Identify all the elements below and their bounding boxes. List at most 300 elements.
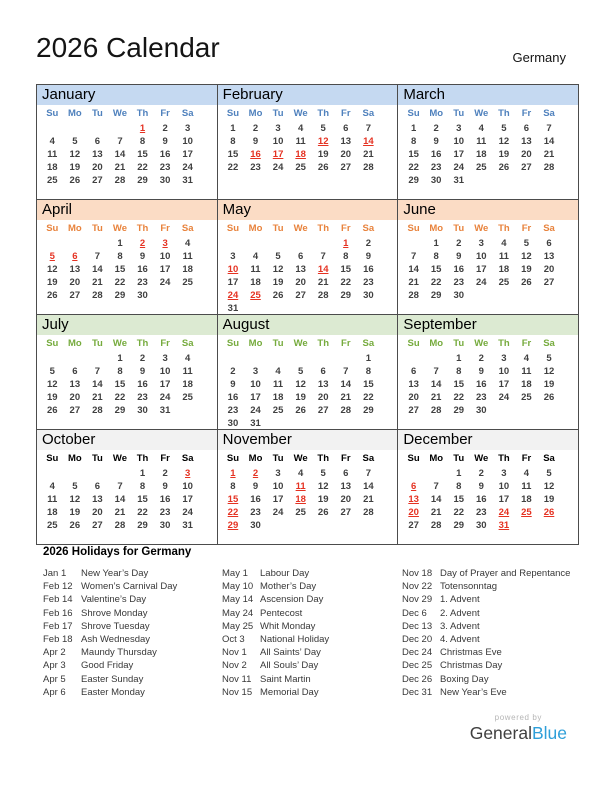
holiday-date: Dec 6: [402, 607, 427, 619]
date-cell: 20: [69, 277, 81, 288]
holiday-entry: [43, 633, 222, 646]
month-july: [37, 315, 217, 429]
holiday-entry: [222, 673, 402, 686]
date-cell: 8: [117, 366, 123, 377]
weekday-header: Tu: [453, 453, 465, 464]
weekday-header: Tu: [453, 108, 465, 119]
date-cell: 16: [476, 494, 487, 505]
holiday-name: Whit Monday: [260, 620, 316, 632]
week-row: [402, 289, 560, 302]
empty-cell: [493, 289, 516, 302]
date-cell: 6: [72, 366, 78, 377]
holidays-section: [43, 546, 578, 699]
week-row: [402, 480, 560, 493]
weekday-header: Sa: [543, 108, 555, 119]
date-cell: 28: [92, 290, 103, 301]
date-cell: 1: [456, 468, 462, 479]
date-cell: 30: [159, 175, 171, 186]
week-row: [222, 276, 380, 289]
date-cell: 27: [69, 290, 81, 301]
brand-general: General: [469, 723, 532, 743]
date-cell: 21: [92, 277, 103, 288]
month-title: June: [398, 200, 578, 220]
date-cell: 24: [182, 507, 193, 518]
weekday-header: Mo: [67, 223, 82, 234]
date-cell: 14: [317, 264, 329, 275]
empty-cell: [334, 519, 357, 532]
date-cell: 13: [92, 149, 103, 160]
empty-cell: [425, 352, 448, 365]
date-cell: 31: [182, 520, 193, 531]
date-cell: 8: [139, 481, 146, 492]
date-cell: 10: [272, 136, 284, 147]
weekday-header: We: [293, 453, 308, 464]
date-cell: 15: [227, 149, 239, 160]
date-cell: 27: [69, 405, 81, 416]
week-row: [41, 391, 199, 404]
empty-cell: [312, 352, 335, 365]
weekday-header: Th: [498, 453, 510, 464]
month-december: [397, 430, 578, 544]
week-row: [222, 302, 380, 315]
date-cell: 1: [139, 468, 146, 479]
holiday-date: Feb 18: [43, 634, 73, 646]
empty-cell: [86, 237, 109, 250]
weekday-header: Fr: [521, 108, 532, 119]
date-cell: 2: [478, 468, 484, 479]
date-cell: 13: [521, 136, 532, 147]
holiday-column: [402, 567, 570, 699]
calendar-quarter-row: [37, 199, 578, 314]
date-cell: 14: [430, 494, 442, 505]
holiday-entry: [43, 607, 222, 620]
week-row: [41, 365, 199, 378]
holiday-name: Memorial Day: [260, 686, 319, 698]
date-cell: 1: [456, 353, 462, 364]
month-october: [37, 430, 217, 544]
week-row: [41, 263, 199, 276]
weekday-header: Su: [46, 108, 59, 119]
weekday-header: Sa: [181, 223, 194, 234]
date-cell: 30: [430, 175, 442, 186]
holiday-entry: [402, 673, 570, 686]
date-cell: 24: [182, 162, 193, 173]
date-cell: 30: [476, 405, 487, 416]
date-cell: 11: [295, 481, 306, 492]
week-row: [41, 161, 199, 174]
month-title: March: [398, 85, 578, 105]
holiday-name: New Year’s Day: [81, 568, 149, 579]
holiday-date: Nov 29: [402, 594, 433, 606]
date-cell: 31: [182, 175, 193, 186]
holiday-name: 2. Advent: [440, 607, 480, 619]
empty-cell: [86, 352, 109, 365]
date-cell: 21: [408, 277, 419, 288]
week-row: [41, 122, 199, 135]
date-cell: 19: [317, 149, 329, 160]
empty-cell: [267, 417, 290, 430]
holiday-name: Mother’s Day: [260, 581, 317, 593]
date-cell: 22: [408, 162, 419, 173]
date-cell: 25: [182, 277, 193, 288]
date-cell: 9: [139, 251, 146, 262]
date-cell: 19: [46, 392, 58, 403]
empty-cell: [64, 237, 87, 250]
date-cell: 5: [49, 366, 55, 377]
date-cell: 5: [501, 123, 507, 134]
date-cell: 5: [523, 238, 530, 249]
date-cell: 17: [182, 149, 193, 160]
weekday-header: Tu: [91, 223, 103, 234]
empty-cell: [41, 122, 64, 135]
date-cell: 19: [46, 277, 58, 288]
weekday-header: Mo: [67, 453, 82, 464]
date-cell: 27: [92, 520, 103, 531]
date-cell: 8: [117, 251, 123, 262]
week-row: [222, 122, 380, 135]
date-cell: 20: [295, 277, 306, 288]
date-cell: 8: [365, 366, 371, 377]
weekday-header: Th: [317, 338, 329, 349]
date-cell: 16: [250, 149, 261, 160]
week-row: [222, 378, 380, 391]
date-cell: 30: [363, 290, 374, 301]
empty-cell: [244, 302, 267, 315]
date-cell: 11: [521, 366, 532, 377]
date-cell: 2: [139, 238, 146, 249]
date-cell: 16: [227, 392, 239, 403]
weekday-header: We: [293, 223, 308, 234]
date-cell: 10: [498, 481, 510, 492]
month-title: May: [218, 200, 398, 220]
date-cell: 9: [139, 366, 146, 377]
empty-cell: [86, 122, 109, 135]
date-cell: 8: [456, 366, 462, 377]
date-cell: 10: [159, 366, 171, 377]
month-table: [222, 335, 380, 430]
date-cell: 29: [114, 290, 126, 301]
date-cell: 14: [363, 136, 374, 147]
date-cell: 12: [543, 366, 555, 377]
date-cell: 2: [252, 468, 259, 479]
week-row: [222, 352, 380, 365]
date-cell: 7: [94, 251, 101, 262]
date-cell: 31: [159, 405, 171, 416]
holiday-column: [43, 567, 222, 699]
weekday-header: Tu: [272, 223, 284, 234]
month-april: [37, 200, 217, 314]
date-cell: 5: [275, 251, 281, 262]
date-cell: 25: [498, 277, 510, 288]
date-cell: 19: [69, 507, 81, 518]
date-cell: 22: [340, 277, 352, 288]
holiday-entry: [402, 593, 570, 606]
date-cell: 9: [252, 136, 259, 147]
date-cell: 21: [317, 277, 329, 288]
holiday-date: May 14: [222, 594, 254, 606]
date-cell: 24: [476, 277, 487, 288]
date-cell: 5: [320, 123, 326, 134]
date-cell: 7: [365, 468, 371, 479]
weekday-header: Th: [317, 223, 329, 234]
date-cell: 24: [453, 162, 465, 173]
date-cell: 3: [162, 238, 168, 249]
calendar-quarter-row: [37, 85, 578, 199]
date-cell: 3: [501, 468, 507, 479]
date-cell: 2: [433, 123, 439, 134]
week-row: [222, 417, 380, 430]
holiday-entry: [43, 580, 222, 593]
date-cell: 1: [139, 123, 146, 134]
month-title: November: [218, 430, 398, 450]
date-cell: 30: [453, 290, 465, 301]
holiday-entry: [43, 567, 222, 580]
holiday-name: 1. Advent: [440, 594, 480, 606]
date-cell: 7: [343, 366, 349, 377]
date-cell: 23: [159, 507, 171, 518]
date-cell: 13: [92, 494, 103, 505]
date-cell: 8: [230, 481, 236, 492]
empty-cell: [267, 302, 290, 315]
week-row: [402, 148, 560, 161]
date-cell: 23: [250, 162, 261, 173]
date-cell: 28: [363, 162, 374, 173]
month-september: [397, 315, 578, 429]
week-row: [41, 480, 199, 493]
date-cell: 25: [295, 162, 306, 173]
weekday-header: Sa: [543, 338, 555, 349]
date-cell: 2: [365, 238, 371, 249]
date-cell: 25: [521, 507, 532, 518]
date-cell: 5: [49, 251, 55, 262]
date-cell: 18: [295, 149, 306, 160]
date-cell: 13: [295, 264, 306, 275]
holiday-date: Dec 26: [402, 673, 433, 685]
date-cell: 22: [453, 507, 465, 518]
month-table: [402, 335, 560, 417]
empty-cell: [267, 237, 290, 250]
weekday-header: Fr: [160, 453, 170, 464]
date-cell: 12: [69, 494, 81, 505]
date-cell: 13: [543, 251, 555, 262]
holiday-entry: [402, 686, 570, 699]
holiday-entry: [222, 593, 402, 606]
holiday-name: 4. Advent: [440, 634, 480, 646]
holiday-date: Feb 12: [43, 581, 73, 593]
month-march: [397, 85, 578, 199]
date-cell: 27: [295, 290, 306, 301]
weekday-header: Mo: [429, 108, 444, 119]
date-cell: 22: [137, 162, 148, 173]
date-cell: 29: [114, 405, 126, 416]
date-cell: 27: [408, 405, 419, 416]
holiday-date: Nov 2: [222, 660, 247, 672]
month-february: [217, 85, 398, 199]
holiday-entry: [222, 686, 402, 699]
date-cell: 28: [430, 405, 442, 416]
date-cell: 23: [137, 392, 148, 403]
date-cell: 10: [498, 366, 510, 377]
date-cell: 21: [430, 392, 442, 403]
date-cell: 7: [433, 481, 439, 492]
week-row: [41, 289, 199, 302]
holiday-date: Dec 24: [402, 647, 433, 659]
date-cell: 20: [340, 149, 352, 160]
date-cell: 3: [185, 468, 191, 479]
week-row: [41, 404, 199, 417]
date-cell: 31: [250, 418, 261, 429]
holiday-name: Valentine’s Day: [81, 594, 147, 606]
month-table: [41, 105, 199, 187]
holiday-entry: [222, 607, 402, 620]
empty-cell: [425, 467, 448, 480]
holiday-entry: [402, 567, 570, 580]
date-cell: 9: [230, 379, 236, 390]
date-cell: 18: [46, 162, 58, 173]
date-cell: 19: [521, 264, 532, 275]
date-cell: 10: [182, 481, 193, 492]
week-row: [402, 365, 560, 378]
empty-cell: [515, 289, 538, 302]
date-cell: 28: [430, 520, 442, 531]
date-cell: 22: [453, 392, 465, 403]
date-cell: 23: [137, 277, 148, 288]
week-row: [41, 237, 199, 250]
date-cell: 18: [476, 149, 487, 160]
week-row: [41, 135, 199, 148]
date-cell: 3: [162, 353, 168, 364]
powered-by-label: powered by: [494, 713, 543, 722]
date-cell: 11: [250, 264, 261, 275]
weekday-header: Fr: [521, 338, 532, 349]
empty-cell: [312, 417, 335, 430]
weekday-header: We: [474, 223, 489, 234]
date-cell: 14: [340, 379, 352, 390]
empty-cell: [176, 404, 199, 417]
month-table: [41, 335, 199, 417]
date-cell: 19: [498, 149, 510, 160]
empty-cell: [357, 519, 380, 532]
date-cell: 7: [365, 123, 371, 134]
empty-cell: [312, 302, 335, 315]
date-cell: 6: [343, 123, 349, 134]
date-cell: 1: [230, 123, 236, 134]
date-cell: 20: [92, 162, 103, 173]
date-cell: 6: [410, 366, 417, 377]
weekday-header: Su: [407, 108, 420, 119]
weekday-header: We: [474, 453, 489, 464]
date-cell: 22: [227, 162, 239, 173]
date-cell: 28: [92, 405, 103, 416]
date-cell: 29: [340, 290, 352, 301]
weekday-header: Th: [498, 108, 510, 119]
week-row: [41, 519, 199, 532]
date-cell: 30: [137, 405, 148, 416]
weekday-header: Tu: [453, 223, 465, 234]
date-cell: 18: [182, 264, 193, 275]
date-cell: 16: [137, 379, 148, 390]
country-label: Germany: [512, 50, 566, 65]
date-cell: 12: [317, 481, 329, 492]
week-row: [222, 161, 380, 174]
date-cell: 31: [227, 303, 239, 314]
date-cell: 11: [182, 366, 193, 377]
date-cell: 12: [295, 379, 306, 390]
empty-cell: [357, 417, 380, 430]
date-cell: 6: [72, 251, 78, 262]
date-cell: 14: [92, 264, 103, 275]
weekday-header: Mo: [248, 108, 263, 119]
date-cell: 23: [430, 162, 442, 173]
date-cell: 11: [47, 149, 58, 160]
month-june: [397, 200, 578, 314]
holiday-entry: [43, 659, 222, 672]
date-cell: 29: [408, 175, 419, 186]
week-row: [402, 404, 560, 417]
weekday-header: Su: [226, 108, 240, 119]
weekday-header: We: [293, 338, 308, 349]
date-cell: 4: [185, 238, 191, 249]
weekday-header: Sa: [362, 108, 375, 119]
date-cell: 17: [476, 264, 487, 275]
date-cell: 14: [92, 379, 103, 390]
page-title: 2026 Calendar: [36, 32, 220, 63]
date-cell: 26: [272, 290, 284, 301]
empty-cell: [538, 519, 561, 532]
date-cell: 26: [543, 507, 555, 518]
holiday-name: National Holiday: [260, 634, 330, 646]
week-row: [222, 289, 380, 302]
date-cell: 18: [521, 494, 532, 505]
date-cell: 2: [456, 238, 462, 249]
date-cell: 5: [546, 353, 552, 364]
date-cell: 3: [252, 366, 259, 377]
weekday-header: Fr: [341, 338, 351, 349]
weekday-header: Su: [226, 453, 240, 464]
weekday-header: Sa: [362, 453, 375, 464]
holiday-date: Dec 13: [402, 620, 433, 632]
date-cell: 26: [46, 405, 58, 416]
weekday-header: Th: [317, 108, 329, 119]
date-cell: 15: [227, 494, 239, 505]
empty-cell: [538, 404, 561, 417]
empty-cell: [470, 174, 493, 187]
weekday-header: Tu: [272, 338, 284, 349]
date-cell: 17: [250, 392, 261, 403]
empty-cell: [222, 237, 245, 250]
date-cell: 22: [227, 507, 239, 518]
date-cell: 13: [340, 136, 352, 147]
empty-cell: [289, 519, 312, 532]
holiday-name: Day of Prayer and Repentance: [440, 568, 571, 579]
date-cell: 7: [410, 251, 417, 262]
holiday-name: Pentecost: [260, 607, 303, 619]
date-cell: 26: [46, 290, 58, 301]
date-cell: 24: [250, 405, 261, 416]
holiday-name: Shrove Tuesday: [81, 620, 150, 632]
date-cell: 8: [456, 481, 462, 492]
holiday-date: Apr 3: [43, 660, 66, 672]
date-cell: 4: [478, 123, 484, 134]
date-cell: 12: [317, 136, 329, 147]
weekday-header: Su: [226, 338, 240, 349]
week-row: [402, 250, 560, 263]
holidays-heading: 2026 Holidays for Germany: [43, 546, 192, 558]
month-table: [222, 220, 380, 315]
empty-cell: [41, 352, 64, 365]
empty-cell: [334, 352, 357, 365]
date-cell: 21: [430, 507, 442, 518]
